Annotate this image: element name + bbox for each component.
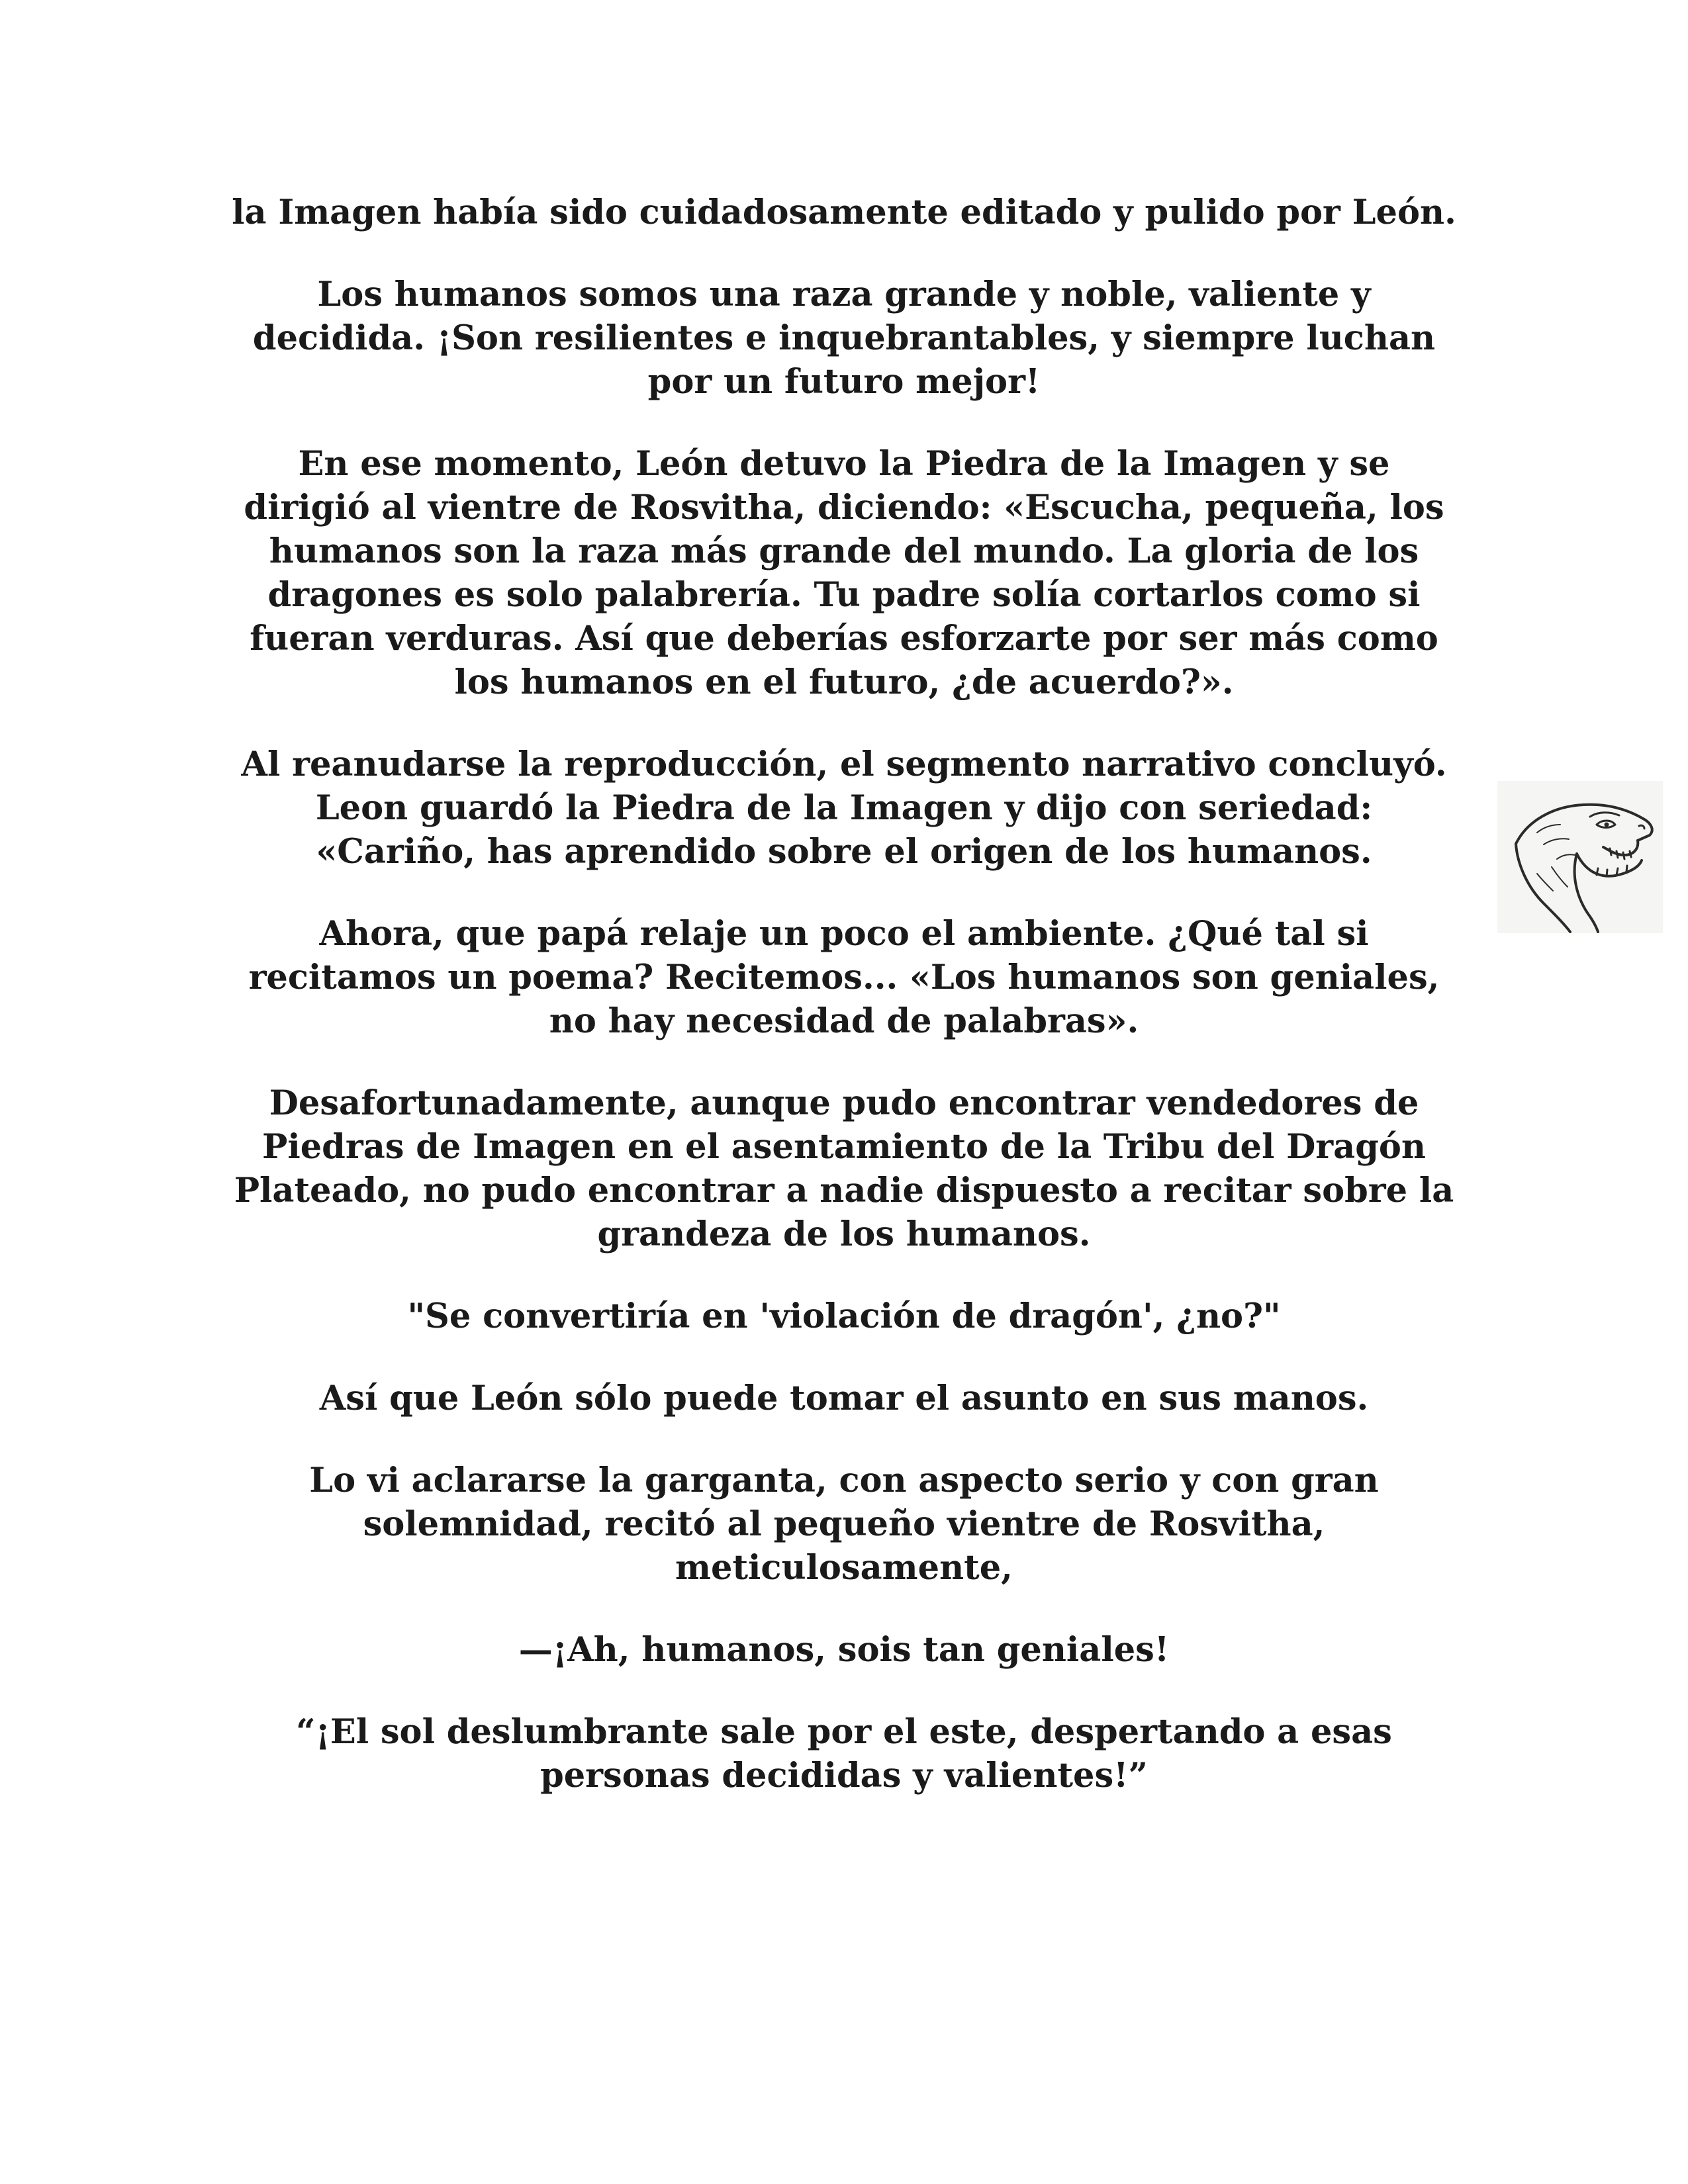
- paragraph-9: Lo vi aclararse la garganta, con aspecto serio y con gran solemnidad, recitó al pequeño vientre de Rosvitha, meticulosamente,: [309, 1461, 1379, 1588]
- paragraph-6: Desafortunadamente, aunque pudo encontrar vendedores de Piedras de Imagen en el asentamiento de la Tribu del Dragón Plateado, no pudo encontrar a nadie dispuesto a recitar sobre la grandeza de los humanos.: [234, 1083, 1454, 1254]
- paragraph-1: la Imagen había sido cuidadosamente editado y pulido por León.: [232, 193, 1456, 232]
- story-text: [232, 191, 1456, 1836]
- paragraph-5: Ahora, que papá relaje un poco el ambiente. ¿Qué tal si recitamos un poema? Recitemos... «Los humanos son geniales, no hay necesidad de palabras».: [248, 914, 1440, 1041]
- paragraph-4: Al reanudarse la reproducción, el segmento narrativo concluyó. Leon guardó la Piedra de la Imagen y dijo con seriedad: «Cariño, has aprendido sobre el origen de los humanos.: [241, 745, 1447, 872]
- paragraph-8: Así que León sólo puede tomar el asunto en sus manos.: [319, 1379, 1369, 1418]
- paragraph-3: En ese momento, León detuvo la Piedra de la Imagen y se dirigió al vientre de Rosvitha, diciendo: «Escucha, pequeña, los humanos son la raza más grande del mundo. La gloria de los dragones es solo palabrería. Tu padre solía cortarlos como si fueran verduras. Así que deberías esforzarte por ser más como los humanos en el futuro, ¿de acuerdo?».: [244, 444, 1444, 702]
- paragraph-10: —¡Ah, humanos, sois tan geniales!: [518, 1630, 1170, 1670]
- paragraph-11: “¡El sol deslumbrante sale por el este, despertando a esas personas decididas y valientes!”: [296, 1712, 1392, 1796]
- dinosaur-head-icon: [1497, 781, 1663, 933]
- paragraph-2: Los humanos somos una raza grande y noble, valiente y decidida. ¡Son resilientes e inquebrantables, y siempre luchan por un futuro mejor!: [252, 275, 1436, 402]
- paragraph-7: "Se convertiría en 'violación de dragón', ¿no?": [407, 1297, 1281, 1336]
